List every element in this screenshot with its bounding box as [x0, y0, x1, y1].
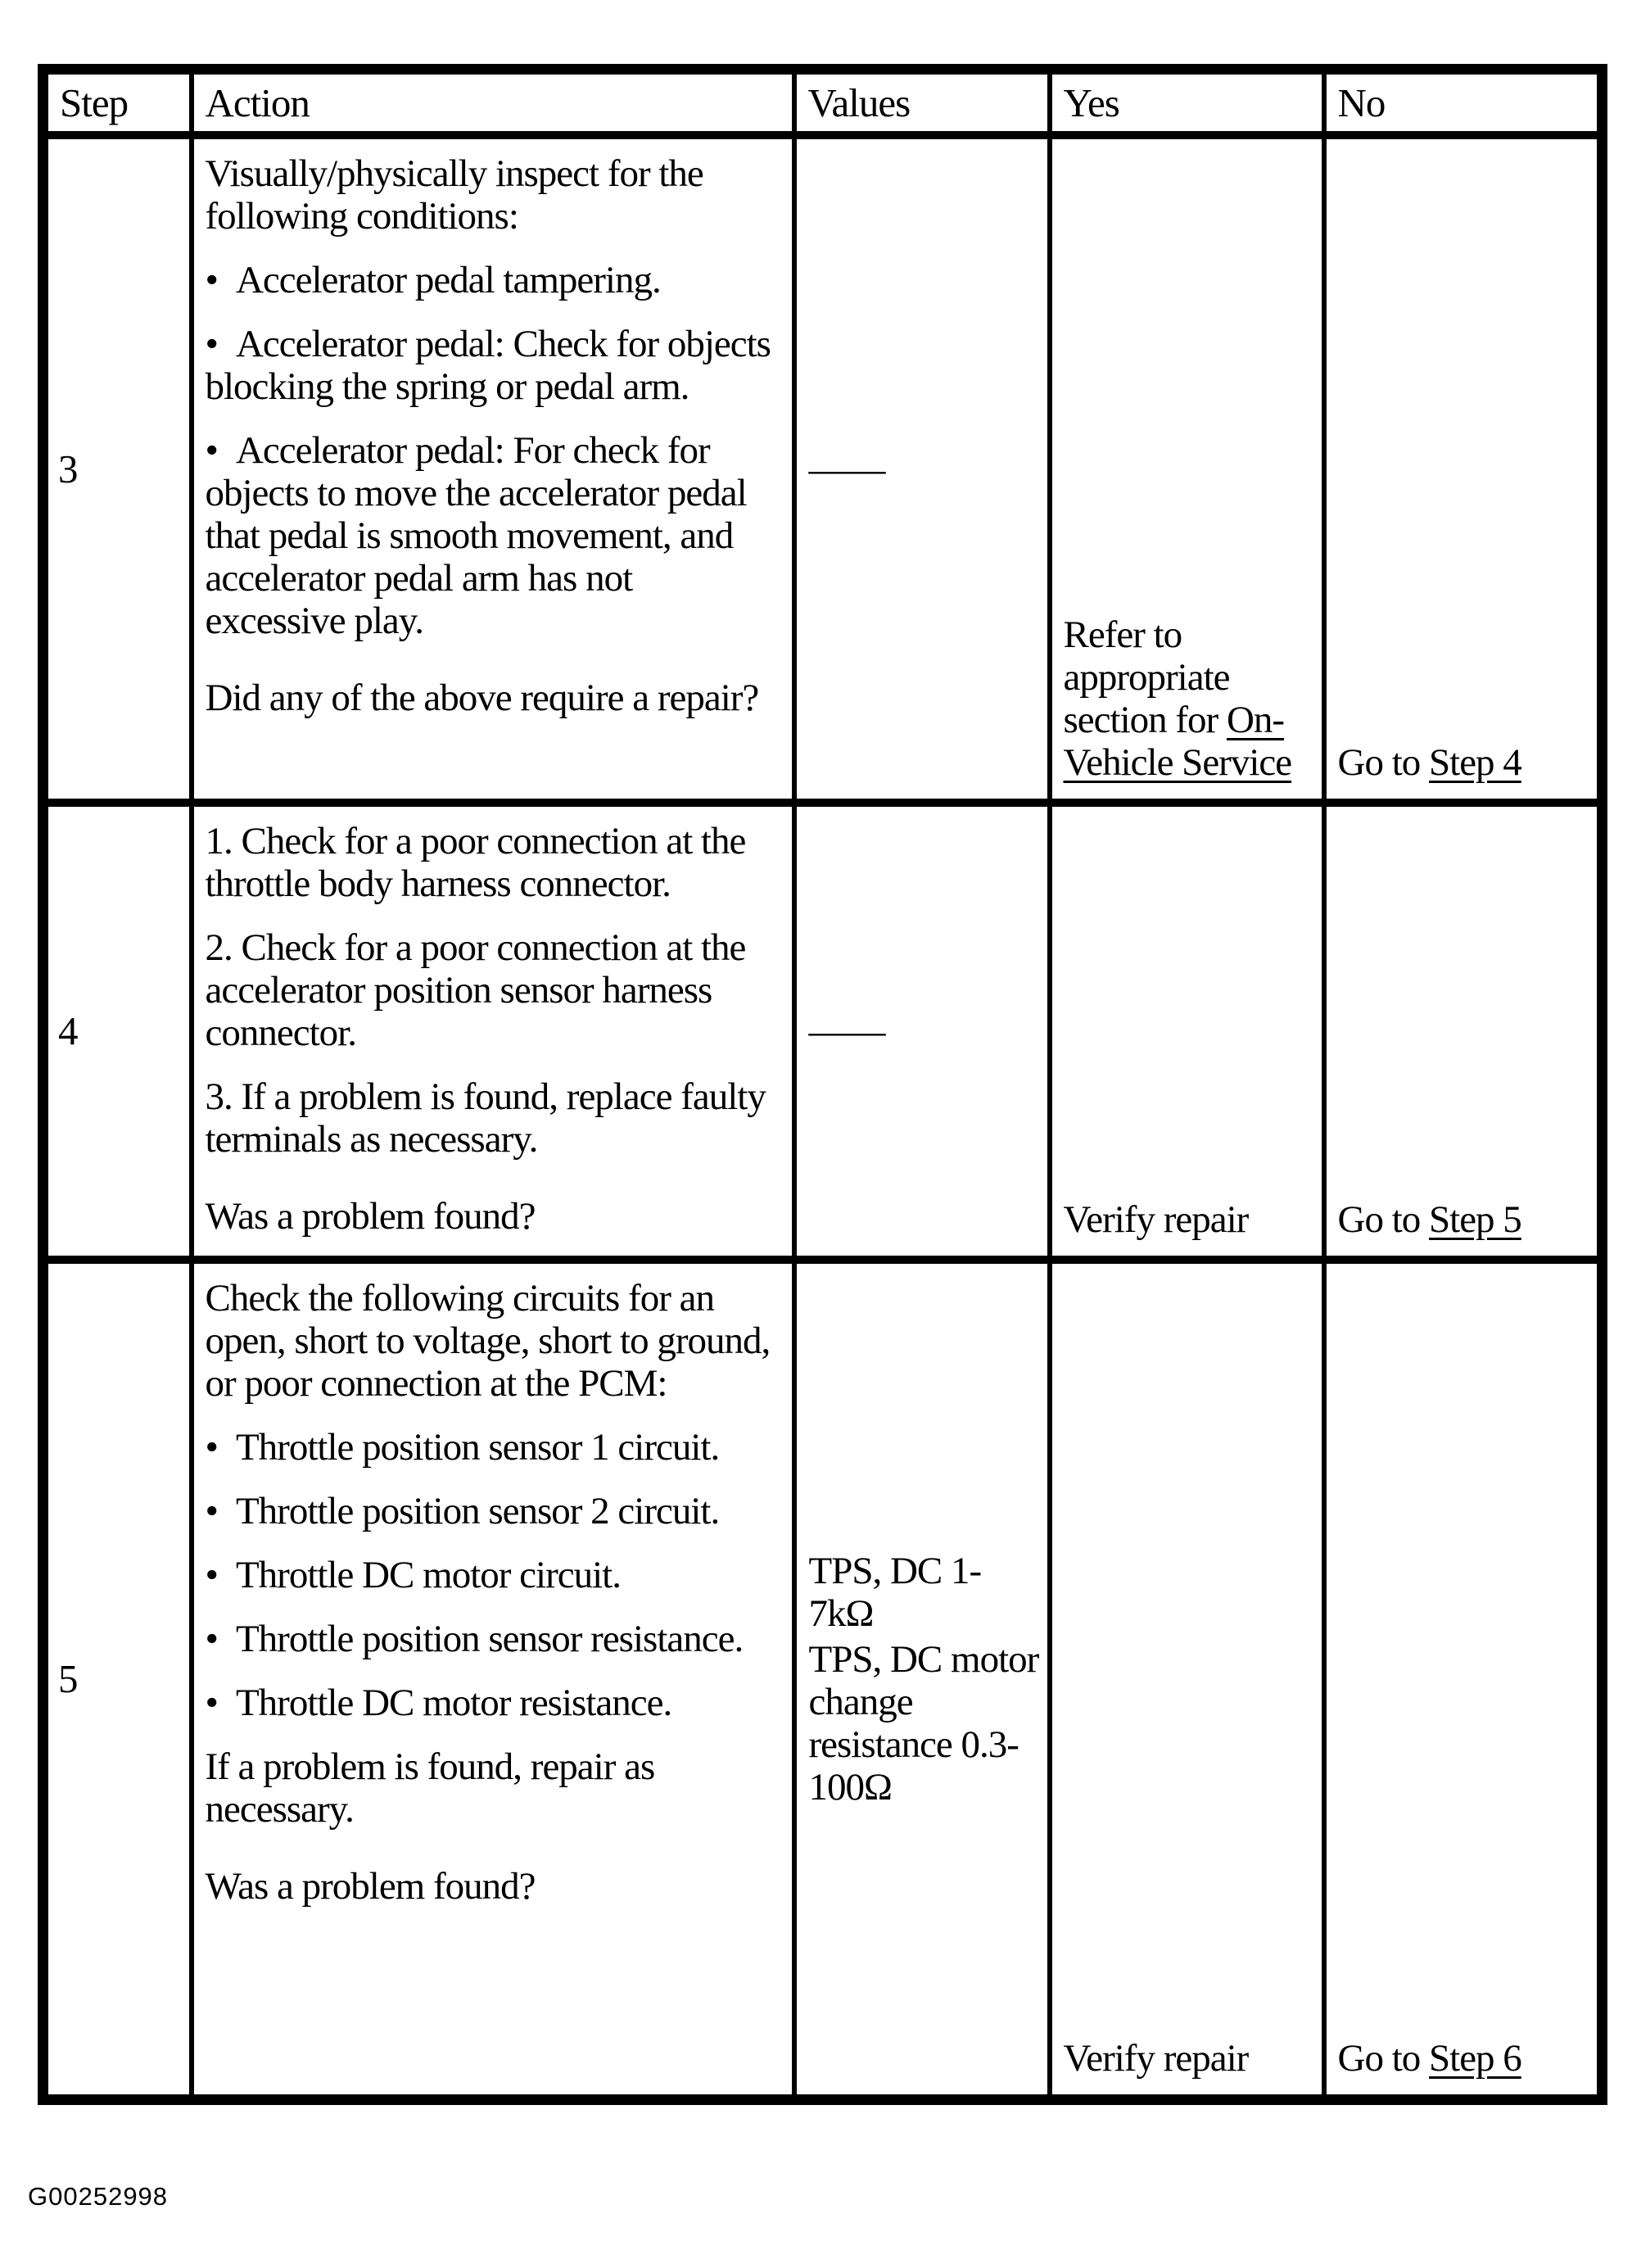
yes-text: Refer to appropriate section for: [1063, 613, 1230, 741]
figure-id-label: G00252998: [28, 2182, 169, 2211]
table-row-step-3: [43, 135, 1603, 803]
action-paragraph: If a problem is found, repair as necessary.: [205, 1745, 655, 1831]
table-row-step-5: [43, 1260, 1603, 2099]
yes-cell: [1050, 803, 1324, 1260]
bullet-icon: •: [205, 1682, 218, 1724]
bullet-text: Throttle position sensor 2 circuit.: [235, 1490, 720, 1532]
action-paragraph: 1. Check for a poor connection at the throttle body harness connector.: [205, 820, 746, 905]
no-text: Go to: [1337, 741, 1429, 784]
bullet-icon: •: [205, 1490, 218, 1532]
bullet-text: Accelerator pedal: Check for objects blocking the spring or pedal arm.: [205, 323, 771, 408]
column-header-yes: Yes: [1050, 70, 1324, 136]
bullet-icon: •: [205, 429, 218, 472]
action-cell: [192, 135, 794, 803]
action-cell: [192, 1260, 794, 2099]
values-spec: TPS, DC motor change resistance 0.3-100Ω: [808, 1637, 1039, 1809]
values-dash: ——: [808, 1010, 886, 1053]
link-step-5[interactable]: Step 5: [1429, 1198, 1521, 1241]
action-bullet-item: [206, 323, 780, 408]
bullet-icon: •: [205, 1426, 218, 1469]
no-text: Go to: [1337, 2036, 1429, 2080]
action-bullet-item: [206, 1426, 780, 1469]
action-question: Was a problem found?: [205, 1865, 536, 1908]
column-header-action: Action: [192, 70, 794, 136]
yes-cell: [1050, 1260, 1324, 2099]
bullet-text: Throttle position sensor 1 circuit.: [235, 1426, 720, 1469]
bullet-text: Throttle position sensor resistance.: [235, 1618, 744, 1660]
action-bullet-item: [206, 1554, 780, 1596]
action-paragraph: 3. If a problem is found, replace faulty terminals as necessary.: [205, 1075, 766, 1161]
values-cell: [794, 1260, 1050, 2099]
action-paragraph: Visually/physically inspect for the following conditions:: [205, 152, 703, 238]
link-step-4[interactable]: Step 4: [1429, 741, 1521, 784]
bullet-text: Throttle DC motor circuit.: [235, 1554, 621, 1596]
yes-text: Verify repair: [1063, 1198, 1249, 1241]
column-header-step: Step: [43, 70, 192, 136]
values-dash: ——: [808, 447, 886, 491]
action-paragraph: Check the following circuits for an open, short to voltage, short to ground, or poor connection at the PCM:: [205, 1277, 771, 1405]
values-cell: [794, 803, 1050, 1260]
header-row: [43, 70, 1603, 136]
action-bullet-item: [206, 1490, 780, 1532]
no-text: Go to: [1337, 1198, 1429, 1241]
column-header-no: No: [1324, 70, 1603, 136]
bullet-icon: •: [205, 1554, 218, 1596]
yes-cell: [1050, 135, 1324, 803]
no-cell: [1324, 803, 1603, 1260]
bullet-text: Accelerator pedal: For check for objects to move the accelerator pedal that pedal is smooth movement, and accelerator pedal arm has not excessive play.: [205, 429, 747, 642]
table-row-step-4: [43, 803, 1603, 1260]
link-step-6[interactable]: Step 6: [1429, 2036, 1521, 2080]
action-question: Was a problem found?: [205, 1195, 536, 1238]
action-bullet-item: [206, 1682, 780, 1724]
action-bullet-item: [206, 429, 780, 642]
values-cell: [794, 135, 1050, 803]
no-cell: [1324, 135, 1603, 803]
action-question: Did any of the above require a repair?: [205, 677, 759, 719]
link-on-vehicle-service[interactable]: On-Vehicle Service: [1063, 699, 1292, 784]
bullet-icon: •: [205, 259, 218, 301]
step-number: 5: [43, 1260, 192, 2099]
bullet-text: Accelerator pedal tampering.: [235, 259, 661, 301]
action-cell: [192, 803, 794, 1260]
diagnostic-table: [38, 64, 1607, 2105]
column-header-values: Values: [794, 70, 1050, 136]
no-cell: [1324, 1260, 1603, 2099]
bullet-icon: •: [205, 1618, 218, 1660]
action-bullet-item: [206, 259, 780, 301]
action-bullet-item: [206, 1618, 780, 1660]
bullet-icon: •: [205, 323, 218, 365]
yes-text: Verify repair: [1063, 2036, 1249, 2080]
step-number: 4: [43, 803, 192, 1260]
step-number: 3: [43, 135, 192, 803]
values-spec: TPS, DC 1-7kΩ: [808, 1549, 982, 1635]
bullet-text: Throttle DC motor resistance.: [235, 1682, 672, 1724]
action-paragraph: 2. Check for a poor connection at the accelerator position sensor harness connector.: [205, 926, 746, 1054]
